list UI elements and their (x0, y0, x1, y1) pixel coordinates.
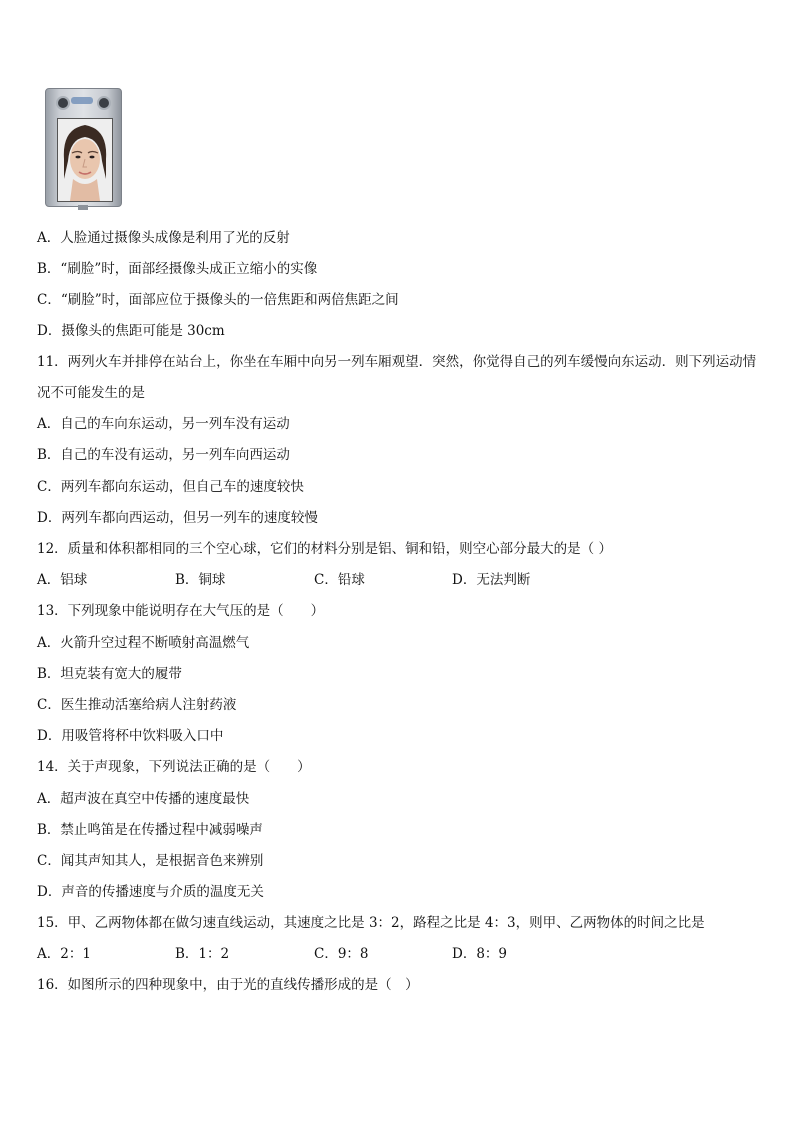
q14-stem: 14．关于声现象，下列说法正确的是（ ） (37, 759, 311, 775)
q13-option-b: B．坦克装有宽大的履带 (37, 666, 182, 682)
q13-option-d: D．用吸管将杯中饮料吸入口中 (37, 728, 224, 744)
q14-option-c: C．闻其声知其人，是根据音色来辨别 (37, 853, 264, 869)
q11-option-c: C．两列车都向东运动，但自己车的速度较快 (37, 479, 304, 495)
q15-option-c: C．9：8 (314, 946, 369, 962)
camera-lens-icon (97, 96, 111, 110)
q11-option-a: A．自己的车向东运动，另一列车没有运动 (37, 416, 290, 432)
camera-lens-icon (56, 96, 70, 110)
q10-option-d: D．摄像头的焦距可能是 30cm (37, 323, 225, 339)
device-stand (78, 205, 88, 210)
face-recognition-device-figure (45, 88, 122, 211)
q15-option-a: A．2：1 (37, 946, 91, 962)
q13-option-c: C．医生推动活塞给病人注射药液 (37, 697, 237, 713)
q12-option-c: C．铅球 (314, 572, 365, 588)
q11-option-b: B．自己的车没有运动，另一列车向西运动 (37, 447, 290, 463)
q16-stem: 16．如图所示的四种现象中，由于光的直线传播形成的是（ ） (37, 977, 419, 993)
q10-option-c: C．“刷脸”时，面部应位于摄像头的一倍焦距和两倍焦距之间 (37, 292, 399, 308)
q15-option-d: D．8：9 (452, 946, 508, 962)
q12-stem: 12．质量和体积都相同的三个空心球，它们的材料分别是铝、铜和铅，则空心部分最大的是（ ） (37, 541, 612, 557)
face-portrait-icon (58, 119, 112, 201)
q11-option-d: D．两列车都向西运动，但另一列车的速度较慢 (37, 510, 318, 526)
q15-stem: 15．甲、乙两物体都在做匀速直线运动，其速度之比是 3：2，路程之比是 4：3，则甲、乙两物体的时间之比是 (37, 915, 705, 931)
q13-stem: 13．下列现象中能说明存在大气压的是（ ） (37, 603, 325, 619)
q14-option-b: B．禁止鸣笛是在传播过程中减弱噪声 (37, 822, 263, 838)
q12-option-a: A．铝球 (37, 572, 88, 588)
q14-option-d: D．声音的传播速度与介质的温度无关 (37, 884, 264, 900)
q12-option-d: D．无法判断 (452, 572, 531, 588)
q14-option-a: A．超声波在真空中传播的速度最快 (37, 791, 250, 807)
q10-option-b: B．“刷脸”时，面部经摄像头成正立缩小的实像 (37, 261, 318, 277)
q12-option-b: B．铜球 (175, 572, 226, 588)
device-logo (71, 97, 93, 104)
device-frame (45, 88, 122, 207)
q15-option-b: B．1：2 (175, 946, 230, 962)
q10-option-a: A．人脸通过摄像头成像是利用了光的反射 (37, 230, 290, 246)
q13-option-a: A．火箭升空过程不断喷射高温燃气 (37, 635, 250, 651)
q11-stem: 11．两列火车并排停在站台上，你坐在车厢中向另一列车厢观望．突然，你觉得自己的列车缓慢向东运动．则下列运动情况不可能发生的是 (37, 354, 757, 401)
face-photo (57, 118, 113, 202)
